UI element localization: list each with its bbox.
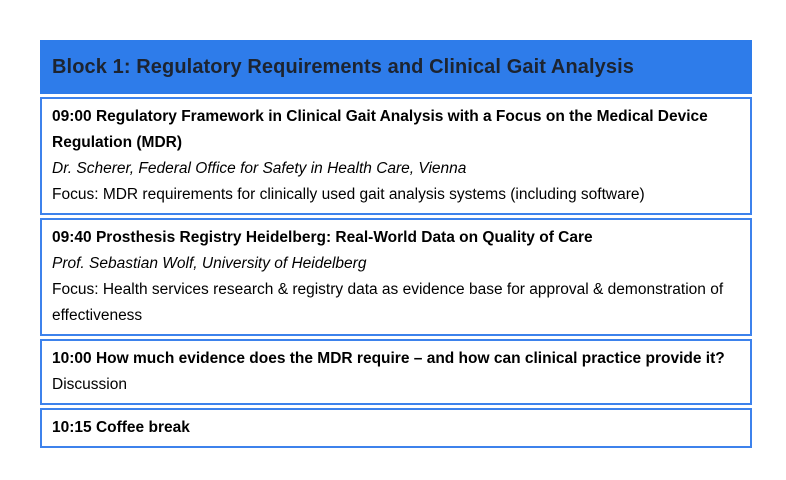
agenda-table [40, 40, 752, 448]
session-title: 09:00 Regulatory Framework in Clinical Gait Analysis with a Focus on the Medical Device Regulation (MDR) [52, 108, 708, 151]
session-title: 10:15 Coffee break [52, 419, 190, 436]
session-speaker: Dr. Scherer, Federal Office for Safety in Health Care, Vienna [52, 160, 467, 177]
session-title: 09:40 Prosthesis Registry Heidelberg: Real-World Data on Quality of Care [52, 229, 593, 246]
session-row-1000 [40, 339, 752, 405]
session-detail: Focus: Health services research & registry data as evidence base for approval & demonstration of effectiveness [52, 281, 724, 324]
session-row-0940 [40, 218, 752, 336]
block-header-title: Block 1: Regulatory Requirements and Clinical Gait Analysis [52, 55, 634, 78]
session-speaker: Prof. Sebastian Wolf, University of Heidelberg [52, 255, 367, 272]
session-title: 10:00 How much evidence does the MDR require – and how can clinical practice provide it? [52, 350, 725, 367]
session-row-0900 [40, 97, 752, 215]
session-detail: Discussion [52, 376, 127, 393]
session-row-1015 [40, 408, 752, 448]
block-header [40, 40, 752, 94]
session-detail: Focus: MDR requirements for clinically used gait analysis systems (including software) [52, 186, 645, 203]
